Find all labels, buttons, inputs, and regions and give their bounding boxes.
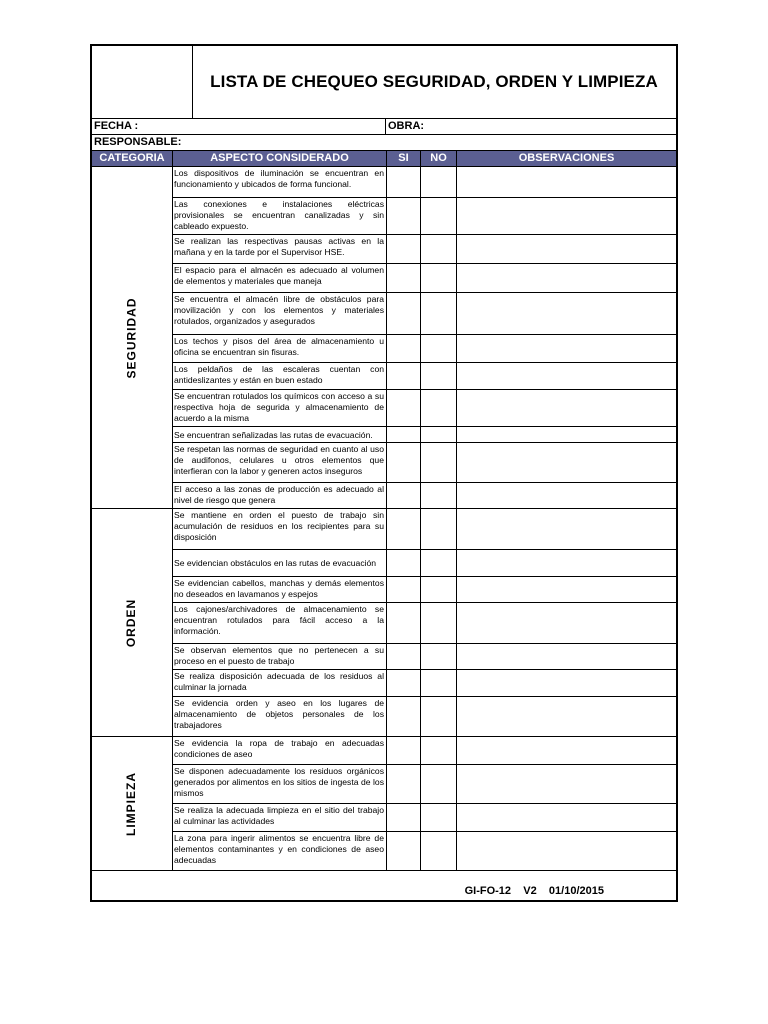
col-header-aspecto: ASPECTO CONSIDERADO <box>172 150 386 166</box>
checklist-item-text: El espacio para el almacén es adecuado al volumen de elementos y materiales que maneja <box>174 265 384 286</box>
checklist-item-text: Se realizan las respectivas pausas activas en la mañana y en la tarde por el Supervisor HSE. <box>174 236 384 257</box>
si-cell[interactable] <box>387 737 420 764</box>
category-seguridad: SEGURIDAD <box>124 296 139 379</box>
si-cell[interactable] <box>387 235 420 263</box>
observaciones-cell[interactable] <box>457 577 678 602</box>
checklist-sheet <box>90 44 678 902</box>
si-cell[interactable] <box>387 483 420 508</box>
checklist-item-text: Se encuentran rotulados los químicos con acceso a su respectiva hoja de segurida y almacenamiento de acuerdo a la misma <box>174 391 384 423</box>
checklist-item-text: Se evidencia la ropa de trabajo en adecuadas condiciones de aseo <box>174 738 384 759</box>
logo-box <box>92 46 192 118</box>
checklist-item-text: Se realiza disposición adecuada de los residuos al culminar la jornada <box>174 671 384 692</box>
checklist-item-text: Los techos y pisos del área de almacenamiento u oficina se encuentran sin fisuras. <box>174 336 384 357</box>
col-header-observaciones: OBSERVACIONES <box>456 150 676 166</box>
checklist-item-text: Se disponen adecuadamente los residuos orgánicos generados por alimentos en los sitios de ingesta de los mismos <box>174 766 384 798</box>
obra-field[interactable] <box>422 118 676 134</box>
observaciones-cell[interactable] <box>457 644 678 669</box>
no-cell[interactable] <box>421 293 456 334</box>
no-cell[interactable] <box>421 765 456 803</box>
checklist-item-text: El acceso a las zonas de producción es adecuado al nivel de riesgo que genera <box>174 484 384 505</box>
header-top-divider <box>92 150 676 151</box>
observaciones-cell[interactable] <box>457 335 678 362</box>
observaciones-cell[interactable] <box>457 264 678 292</box>
responsable-label: RESPONSABLE: <box>94 136 182 148</box>
si-cell[interactable] <box>387 427 420 442</box>
no-cell[interactable] <box>421 363 456 389</box>
no-cell[interactable] <box>421 198 456 234</box>
col-header-si: SI <box>386 150 420 166</box>
responsable-field[interactable] <box>172 134 676 150</box>
no-cell[interactable] <box>421 235 456 263</box>
checklist-item-text: Los dispositivos de iluminación se encuentran en funcionamiento y ubicados de forma funcional. <box>174 168 384 189</box>
si-cell[interactable] <box>387 509 420 549</box>
no-cell[interactable] <box>421 550 456 576</box>
no-cell[interactable] <box>421 670 456 696</box>
no-cell[interactable] <box>421 427 456 442</box>
no-cell[interactable] <box>421 603 456 643</box>
checklist-item-text: Se encuentra el almacén libre de obstáculos para movilización y con los elementos y materiales rotulados, organizados y asegurados <box>174 294 384 326</box>
si-cell[interactable] <box>387 670 420 696</box>
obra-label: OBRA: <box>388 120 425 132</box>
checklist-item-text: Se respetan las normas de seguridad en cuanto al uso de audifonos, celulares u otros elementos que interfieran con la labor y generen actos inseguros <box>174 444 384 476</box>
observaciones-cell[interactable] <box>457 765 678 803</box>
observaciones-cell[interactable] <box>457 550 678 576</box>
category-limpieza: LIMPIEZA <box>124 771 138 836</box>
checklist-item-text: Se observan elementos que no pertenecen a su proceso en el puesto de trabajo <box>174 645 384 666</box>
checklist-item-text: Se mantiene en orden el puesto de trabajo sin acumulación de residuos en los recipientes para su disposición <box>174 510 384 542</box>
col-header-categoria: CATEGORIA <box>92 150 172 166</box>
observaciones-cell[interactable] <box>457 804 678 831</box>
category-orden: ORDEN <box>124 598 138 647</box>
obra-divider <box>385 118 386 134</box>
checklist-item-text: La zona para ingerir alimentos se encuentra libre de elementos contaminantes y en condiciones de aseo adecuadas <box>174 833 384 865</box>
si-cell[interactable] <box>387 335 420 362</box>
checklist-item-text: Los cajones/archivadores de almacenamiento se encuentran rotulados para fácil acceso a la información. <box>174 604 384 636</box>
no-cell[interactable] <box>421 390 456 426</box>
si-cell[interactable] <box>387 550 420 576</box>
no-cell[interactable] <box>421 443 456 482</box>
no-cell[interactable] <box>421 509 456 549</box>
col-header-no: NO <box>420 150 456 166</box>
checklist-item-text: Se encuentran señalizadas las rutas de evacuación. <box>174 429 373 440</box>
no-cell[interactable] <box>421 737 456 764</box>
observaciones-cell[interactable] <box>457 235 678 263</box>
no-cell[interactable] <box>421 167 456 197</box>
observaciones-cell[interactable] <box>457 670 678 696</box>
si-cell[interactable] <box>387 577 420 602</box>
observaciones-cell[interactable] <box>457 167 678 197</box>
checklist-item-text: Se evidencia orden y aseo en los lugares de almacenamiento de objetos personales de los trabajadores <box>174 698 384 730</box>
si-cell[interactable] <box>387 264 420 292</box>
no-cell[interactable] <box>421 804 456 831</box>
checklist-item-text: Se realiza la adecuada limpieza en el sitio del trabajo al culminar las actividades <box>174 805 384 826</box>
si-cell[interactable] <box>387 363 420 389</box>
observaciones-cell[interactable] <box>457 198 678 234</box>
observaciones-cell[interactable] <box>457 697 678 736</box>
observaciones-cell[interactable] <box>457 832 678 870</box>
no-cell[interactable] <box>421 335 456 362</box>
observaciones-cell[interactable] <box>457 293 678 334</box>
footer-divider <box>92 870 676 871</box>
fecha-field[interactable] <box>96 118 382 134</box>
observaciones-cell[interactable] <box>457 427 678 442</box>
si-cell[interactable] <box>387 603 420 643</box>
form-code: GI-FO-12 V2 01/10/2015 <box>464 885 604 897</box>
no-cell[interactable] <box>421 483 456 508</box>
checklist-item-text: Se evidencian obstáculos en las rutas de evacuación <box>174 558 377 568</box>
observaciones-cell[interactable] <box>457 363 678 389</box>
observaciones-cell[interactable] <box>457 737 678 764</box>
si-cell[interactable] <box>387 765 420 803</box>
checklist-item-text: Las conexiones e instalaciones eléctricas provisionales se encuentran canalizadas y sin cableado expuesto. <box>174 199 384 231</box>
si-cell[interactable] <box>387 832 420 870</box>
no-cell[interactable] <box>421 697 456 736</box>
si-cell[interactable] <box>387 167 420 197</box>
checklist-item-text: Los peldaños de las escaleras cuentan con antideslizantes y están en buen estado <box>174 364 384 385</box>
si-cell[interactable] <box>387 804 420 831</box>
document-title: LISTA DE CHEQUEO SEGURIDAD, ORDEN Y LIMPIEZA <box>210 72 658 91</box>
si-cell[interactable] <box>387 644 420 669</box>
observaciones-cell[interactable] <box>457 603 678 643</box>
no-cell[interactable] <box>421 832 456 870</box>
observaciones-cell[interactable] <box>457 483 678 508</box>
si-cell[interactable] <box>387 293 420 334</box>
no-cell[interactable] <box>421 577 456 602</box>
si-cell[interactable] <box>387 443 420 482</box>
no-cell[interactable] <box>421 644 456 669</box>
no-cell[interactable] <box>421 264 456 292</box>
fecha-label: FECHA : <box>94 120 139 132</box>
si-cell[interactable] <box>387 697 420 736</box>
observaciones-cell[interactable] <box>457 390 678 426</box>
si-cell[interactable] <box>387 390 420 426</box>
checklist-item-text: Se evidencian cabellos, manchas y demás elementos no deseados en lavamanos y espejos <box>174 578 384 599</box>
observaciones-cell[interactable] <box>457 509 678 549</box>
si-cell[interactable] <box>387 198 420 234</box>
observaciones-cell[interactable] <box>457 443 678 482</box>
